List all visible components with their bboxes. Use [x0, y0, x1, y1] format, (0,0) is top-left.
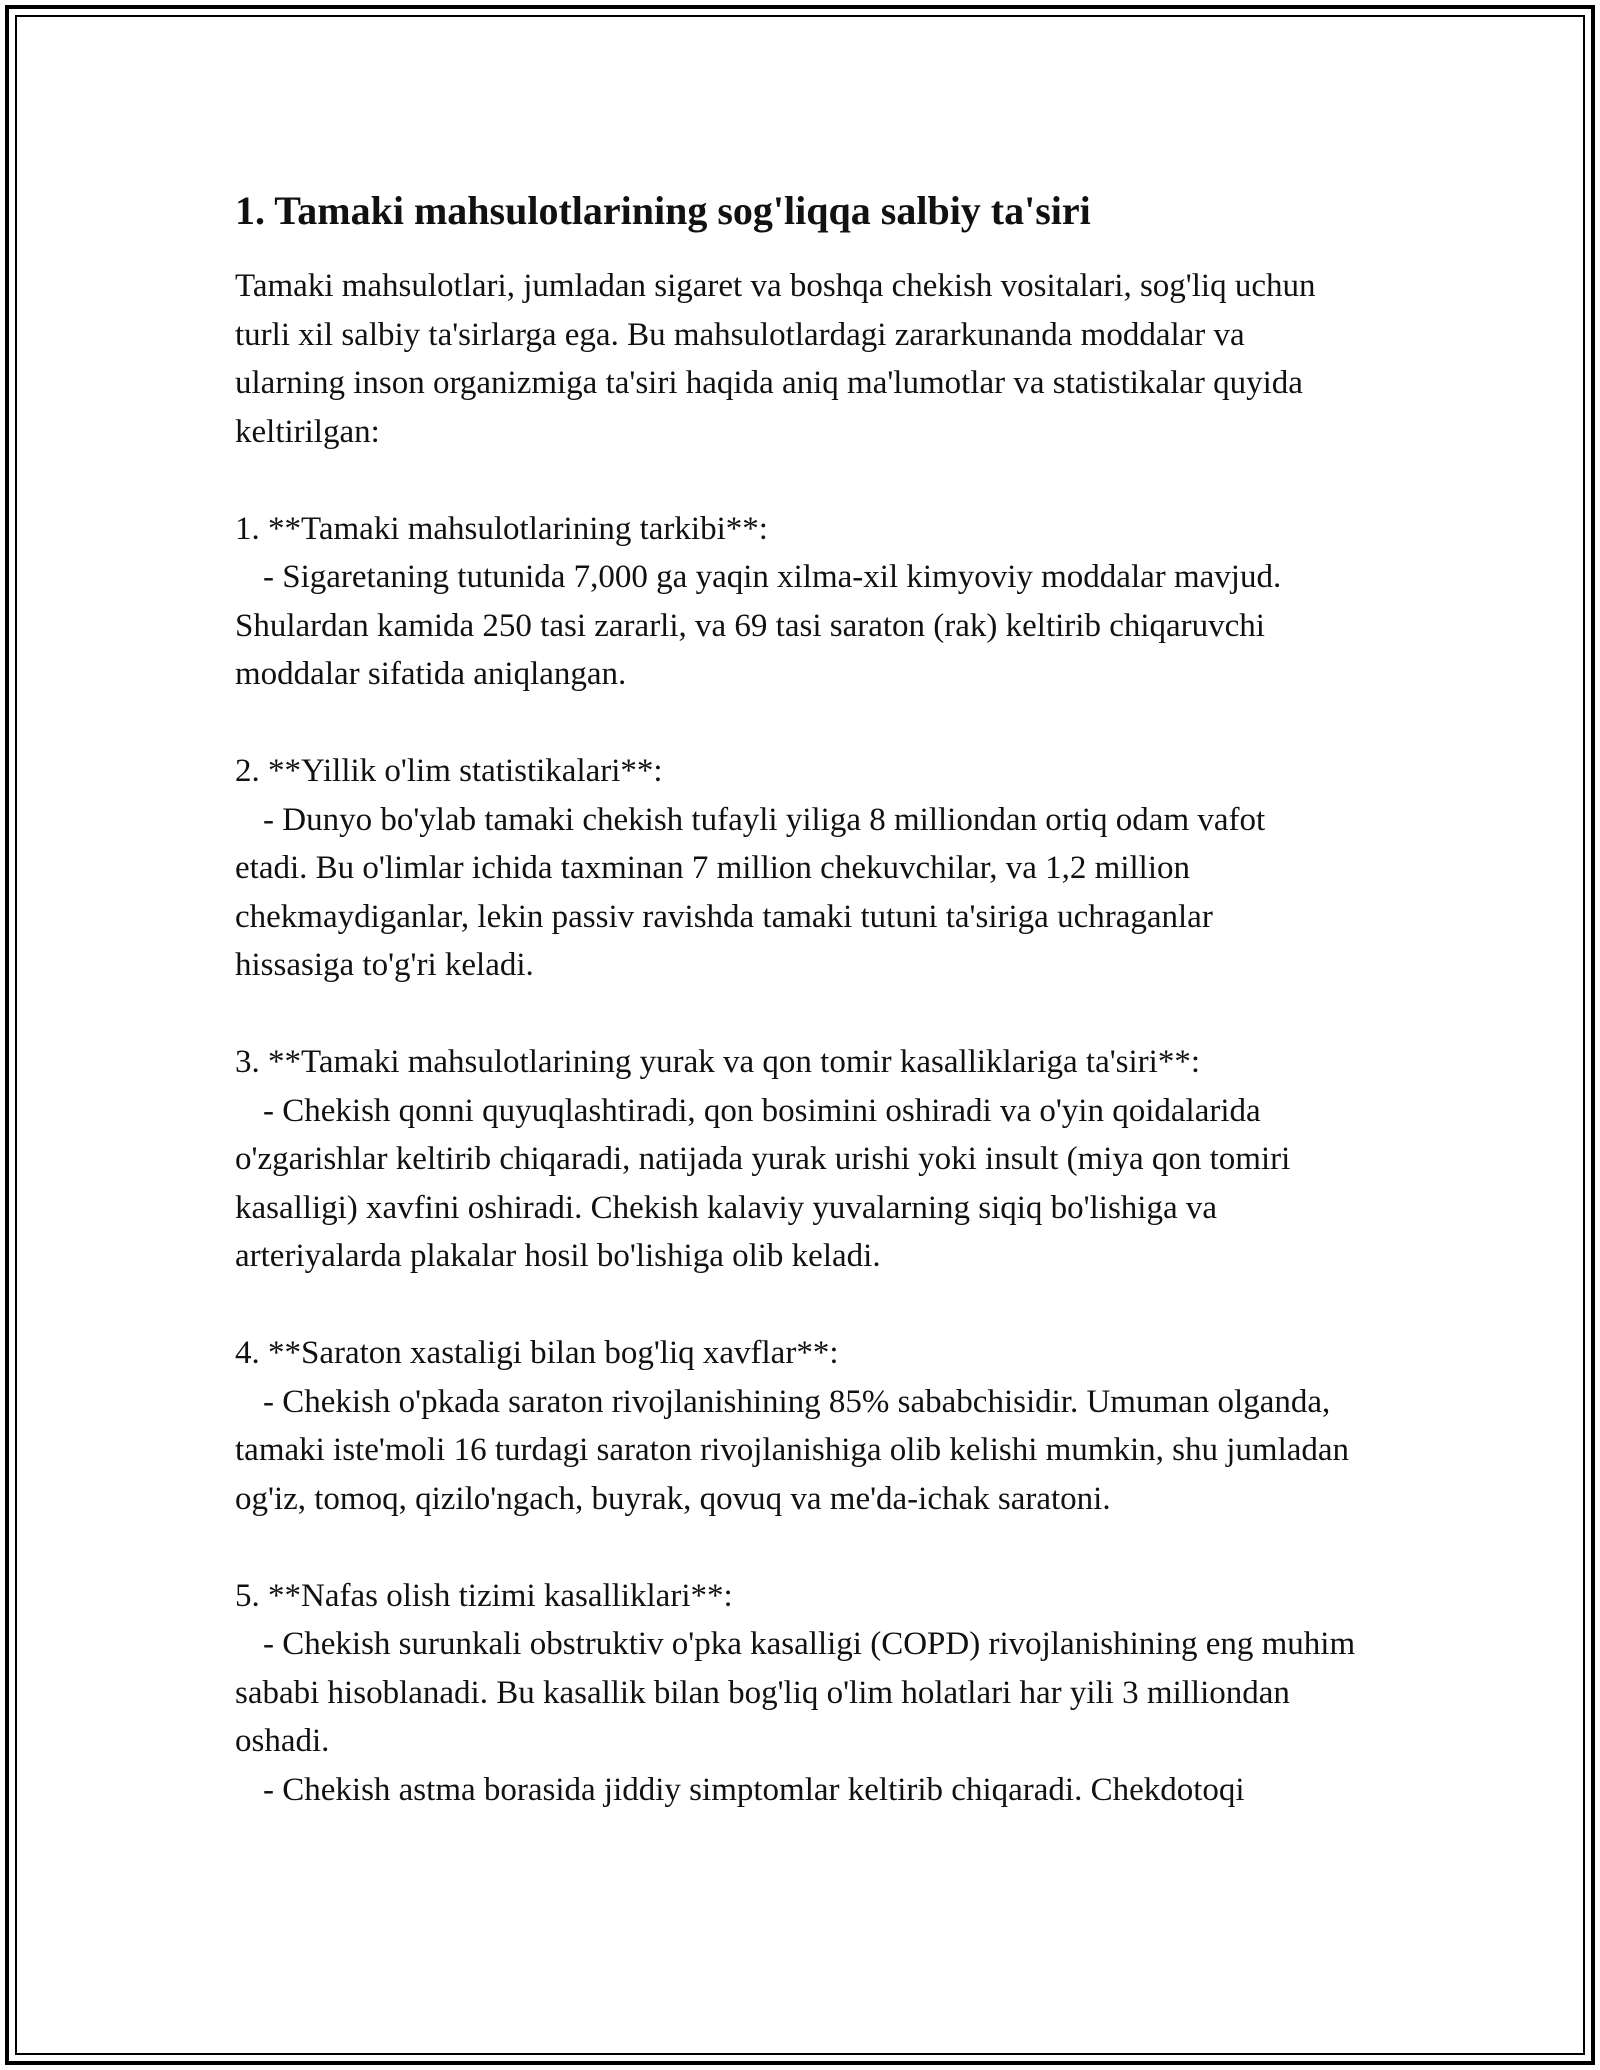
- intro-paragraph: Tamaki mahsulotlari, jumladan sigaret va boshqa chekish vositalari, sog'liq uchun turli xil salbiy ta'sirlarga ega. Bu mahsulotlardagi zararkunanda moddalar va ularning inson organizmiga ta'siri haqida aniq ma'lumotlar va statistikalar quyida keltirilgan:: [235, 268, 1316, 450]
- section-cardiovascular: [235, 1038, 1385, 1281]
- section-cancer: [235, 1329, 1385, 1523]
- bullet-item: - Chekish astma borasida jiddiy simptomlar keltirib chiqaradi. Chekdotoqi: [263, 1771, 1245, 1808]
- section-heading: 5. **Nafas olish tizimi kasalliklari**:: [235, 1577, 733, 1614]
- section-heading: 4. **Saraton xastaligi bilan bog'liq xavflar**:: [235, 1335, 839, 1371]
- bullet-item: - Chekish surunkali obstruktiv o'pka kasalligi (COPD) rivojlanishining eng muhim sababi hisoblanadi. Bu kasallik bilan bog'liq o'lim holatlari har yili 3 milliondan oshadi.: [235, 1626, 1356, 1759]
- section-heading: 3. **Tamaki mahsulotlarining yurak va qon tomir kasalliklariga ta'siri**:: [235, 1044, 1201, 1080]
- document-title: 1. Tamaki mahsulotlarining sog'liqqa salbiy ta'siri: [235, 188, 1091, 233]
- section-composition: [235, 505, 1385, 699]
- section-mortality: [235, 747, 1385, 990]
- bullet-item: - Sigaretaning tutunida 7,000 ga yaqin xilma-xil kimyoviy moddalar mavjud. Shulardan kamida 250 tasi zararli, va 69 tasi saraton (rak) keltirib chiqaruvchi moddalar sifatida aniqlangan.: [235, 559, 1282, 692]
- section-heading: 2. **Yillik o'lim statistikalari**:: [235, 753, 663, 789]
- document-body: [235, 178, 1385, 1814]
- section-heading: 1. **Tamaki mahsulotlarining tarkibi**:: [235, 510, 768, 547]
- bullet-item: - Chekish o'pkada saraton rivojlanishining 85% sababchisidir. Umuman olganda, tamaki iste'moli 16 turdagi saraton rivojlanishiga olib kelishi mumkin, shu jumladan og'iz, tomoq, qizilo'ngach, buyrak, qovuq va me'da-ichak saratoni.: [235, 1383, 1350, 1517]
- bullet-item: - Dunyo bo'ylab tamaki chekish tufayli yiliga 8 milliondan ortiq odam vafot etadi. Bu o'limlar ichida taxminan 7 million chekuvchilar, va 1,2 million chekmaydiganlar, lekin passiv ravishda tamaki tutuni ta'siriga uchraganlar hissasiga to'g'ri keladi.: [235, 801, 1266, 983]
- bullet-item: - Chekish qonni quyuqlashtiradi, qon bosimini oshiradi va o'yin qoidalarida o'zgarishlar keltirib chiqaradi, natijada yurak urishi yoki insult (miya qon tomiri kasalligi) xavfini oshiradi. Chekish kalaviy yuvalarning siqiq bo'lishiga va arteriyalarda plakalar hosil bo'lishiga olib keladi.: [235, 1092, 1291, 1274]
- section-respiratory: [235, 1572, 1385, 1815]
